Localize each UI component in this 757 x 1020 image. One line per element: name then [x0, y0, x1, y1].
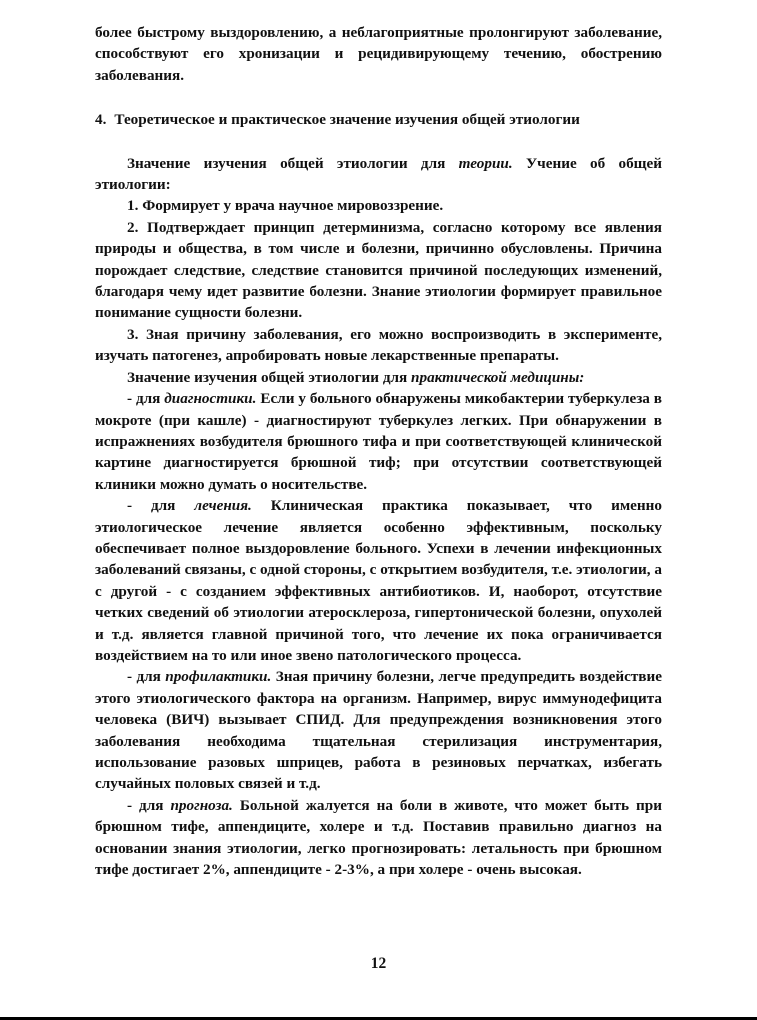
item-1: 1. Формирует у врача научное мировоззрение. [127, 197, 444, 215]
diagnostics-text: Если у больного обнаружены микобактерии туберкулеза в мокроте (при кашле) - диагностируют туберкулез легких. При обнаружении в испражнениях возбудителя брюшного тифа и при соответствующей клинической картине диагностируется брюшной тиф; при отсутствии соответствующей клиники можно думать о носительстве. [95, 390, 662, 493]
section-number: 4. [95, 111, 107, 129]
treatment-emphasis: лечения. [194, 497, 252, 515]
theory-emphasis: теории. [458, 154, 513, 172]
prevention-paragraph [95, 666, 662, 794]
page-number: 12 [370, 955, 387, 972]
prevention-text: Зная причину болезни, легче предупредить воздействие этого этиологического фактора на организм. Например, вирус иммунодефицита человека (ВИЧ) вызывает СПИД. Для предупреждения возникновения этого заболевания необходима тщательная стерилизация инструментария, использование разовых шприцев, работа в резиновых перчатках, избегать случайных половых связей и т.д. [95, 668, 662, 793]
prognosis-dash: - для [127, 796, 171, 814]
prognosis-text: Больной жалуется на боли в животе, что может быть при брюшном тифе, аппендиците, холере и т.д. Поставив правильно диагноз на основании знания этиологии, легко прогнозировать: летальность при брюшном тифе достигает 2%, аппендиците - 2-3%, а при холере - очень высокая. [95, 796, 663, 879]
practice-paragraph [95, 367, 662, 388]
theory-paragraph [95, 153, 662, 196]
treatment-text: Клиническая практика показывает, что именно этиологическое лечение является особенно эффективным, поскольку обеспечивает полное выздоровление больного. Успехи в лечении инфекционных заболеваний связаны, с одной стороны, с открытием возбудителя, т.е. этиологии, а с другой - с созданием эффективных антибиотиков. И, наоборот, отсутствие четких сведений об этиологии атеросклероза, гипертонической болезни, опухолей и т.д. является главной причиной того, что лечение их пока ограничивается воздействием на то или иное звено патологического процесса. [95, 497, 662, 664]
section-title: Теоретическое и практическое значение изучения общей этиологии [114, 111, 580, 129]
practice-lead: Значение изучения общей этиологии для [127, 368, 412, 386]
treatment-paragraph [95, 495, 662, 666]
prevention-emphasis: профилактики. [165, 668, 272, 686]
page-text [95, 22, 662, 880]
diagnostics-paragraph [95, 388, 662, 495]
prognosis-emphasis: прогноза. [170, 796, 233, 814]
diagnostics-dash: - для [127, 390, 165, 408]
item-2: 2. Подтверждает принцип детерминизма, согласно которому все явления природы и общества, в том числе и болезни, причинно обусловлены. Причина порождает следствие, следствие становится причиной последующих изменений, благодаря чему идет развитие болезни. Знание этиологии формирует правильное понимание сущности болезни. [95, 218, 662, 322]
practice-emphasis: практической медицины: [411, 368, 585, 386]
item-3: 3. Зная причину заболевания, его можно воспроизводить в эксперименте, изучать патогенез, апробировать новые лекарственные препараты. [95, 325, 662, 365]
treatment-dash: - для [127, 497, 195, 515]
theory-tail: Учение об общей этиологии: [95, 154, 662, 194]
prevention-dash: - для [127, 668, 166, 686]
theory-lead: Значение изучения общей этиологии для [127, 154, 459, 172]
prognosis-paragraph [95, 795, 662, 881]
intro-paragraph: более быстрому выздоровлению, а неблагоприятные пролонгируют заболевание, способствуют его хронизации и рецидивирующему течению, обострению заболевания. [95, 24, 662, 84]
diagnostics-emphasis: диагностики. [164, 390, 257, 408]
section-heading [95, 109, 662, 130]
